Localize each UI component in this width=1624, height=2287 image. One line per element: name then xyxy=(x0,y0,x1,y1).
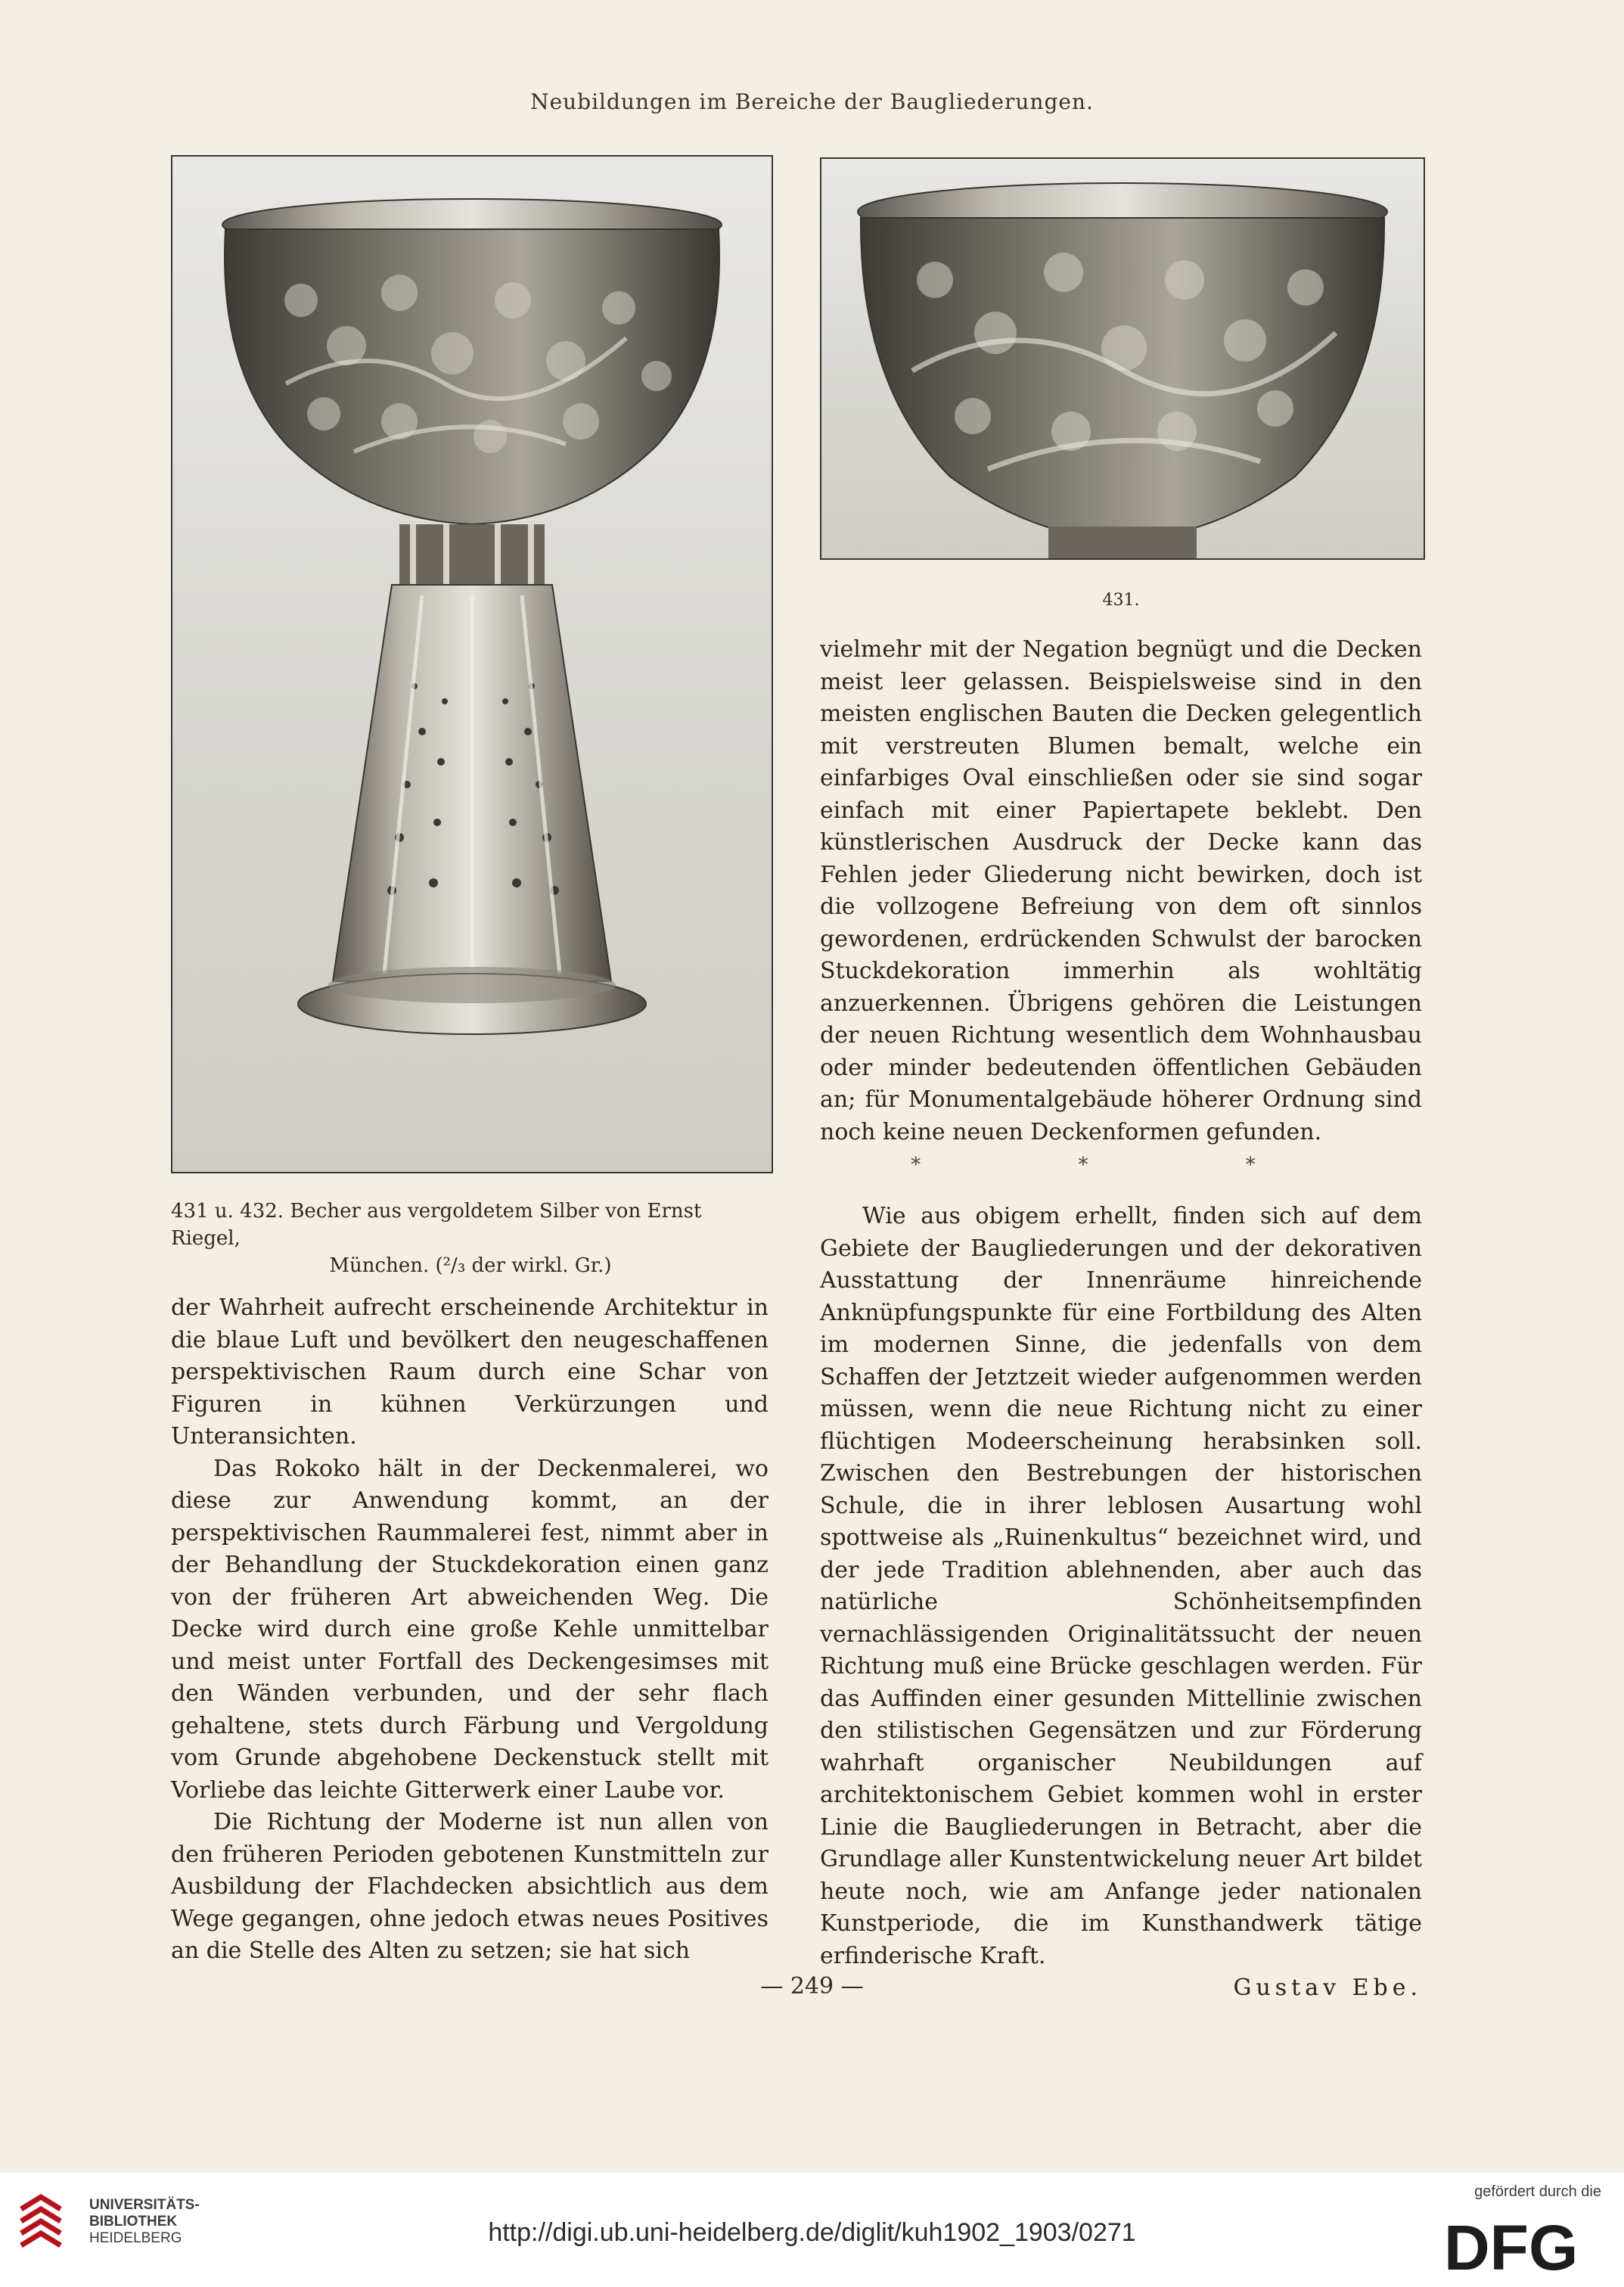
caption-line-1: 431 u. 432. Becher aus vergoldetem Silber von Ernst Riegel, xyxy=(171,1200,702,1250)
goblet-photo-detail xyxy=(820,157,1425,560)
caption-line-2: München. (²/₃ der wirkl. Gr.) xyxy=(329,1254,612,1277)
goblet-illustration xyxy=(172,157,772,1172)
running-head: Neubildungen im Bereiche der Baugliederungen. xyxy=(530,89,1094,114)
permalink-url[interactable]: http://digi.ub.uni-heidelberg.de/diglit/kuh1902_1903/0271 xyxy=(488,2218,1136,2247)
dfg-logo-text: DFG xyxy=(1444,2215,1579,2276)
library-name-line-1: UNIVERSITÄTS- xyxy=(89,2197,200,2213)
library-name-line-2: BIBLIOTHEK xyxy=(89,2214,178,2230)
library-name-line-3: HEIDELBERG xyxy=(89,2230,182,2246)
right-text-column-top xyxy=(820,634,1422,1148)
figure-caption-431-432 xyxy=(171,1198,770,1279)
funding-note: gefördert durch die xyxy=(1474,2183,1601,2200)
paragraph: Wie aus obigem erhellt, finden sich auf dem Gebiete der Baugliederungen und der dekorativen Ausstattung der Innenräume hinreichende Anknüpfungspunkte für eine Fortbildung des Alten im modernen Sinne, die jedenfalls von dem Schaffen der Jetztzeit wieder aufgenommen werden müssen, wenn die neue Richtung nicht zu einer flüchtigen Modeerscheinung herabsinken soll. Zwischen den Bestrebungen der historischen Schule, die in ihrer leblosen Ausartung wohl spottweise als „Ruinenkultus“ bezeichnet wird, und der jede Tradition ablehnenden, aber auch das natürliche Schönheitsempfinden vernachlässigenden Originalitätssucht der neuen Richtung muß eine Brücke geschlagen werden. Für das Auffinden einer gesunden Mittellinie zwischen den stilistischen Gegensätzen und zur Förderung wahrhaft organischer Neubildungen auf architektonischem Gebiet kommen wohl in erster Linie die Baugliederungen in Betracht, aber die Grundlage aller Kunstentwickelung neuer Art bildet heute noch, wie am Anfange jeder nationalen Kunstperiode, die im Kunsthandwerk tätige erfinderische Kraft. xyxy=(820,1203,1422,1969)
page-number: — 249 — xyxy=(760,1973,864,2000)
section-divider-asterisks: * * * xyxy=(911,1154,1331,1176)
paragraph: Die Richtung der Moderne ist nun allen von den früheren Perioden gebotenen Kunstmitteln zur Ausbildung der Flachdecken absichtlich aus dem Wege gegangen, ohne jedoch etwas neues Positives an die Stelle des Alten zu setzen; sie hat sich xyxy=(171,1809,769,1964)
paragraph: Das Rokoko hält in der Deckenmalerei, wo diese zur Anwendung kommt, an der perspektivischen Raummalerei fest, nimmt aber in der Behandlung der Stuckdekoration einen ganz von der früheren Art abweichenden Weg. Die Decke wird durch eine große Kehle unmittelbar und meist unter Fortfall des Deckengesimses mit den Wänden verbunden, und der sehr flach gehaltene, stets durch Färbung und Vergoldung vom Grunde abgehobene Deckenstuck stellt mit Vorliebe das leichte Gitterwerk einer Laube vor. xyxy=(171,1455,769,1804)
goblet-photo-full xyxy=(171,155,773,1173)
left-text-column xyxy=(171,1292,769,1968)
paragraph: vielmehr mit der Negation begnügt und die Decken meist leer gelassen. Beispielsweise sind in den meisten englischen Bauten die Decken gelegentlich mit verstreuten Blumen bemalt, welche ein einfarbiges Oval einschließen oder sie sind sogar einfach mit einer Papiertapete beklebt. Den künstlerischen Ausdruck der Decke kann das Fehlen jeder Gliederung nicht bewirken, doch ist die vollzogene Befreiung von dem oft sinnlos gewordenen, erdrückenden Schwulst der barocken Stuckdekoration immerhin als wohltätig anzuerkennen. Übrigens gehören die Leistungen der neuen Richtung wesentlich dem Wohnhausbau oder minder bedeutenden öffentlichen Gebäuden an; für Monumentalgebäude höherer Ordnung sind noch keine neuen Deckenformen gefunden. xyxy=(820,636,1422,1145)
paragraph: der Wahrheit aufrecht erscheinende Architektur in die blaue Luft und bevölkert den neugeschaffenen perspektivischen Raum durch eine Schar von Figuren in kühnen Verkürzungen und Unteransichten. xyxy=(171,1294,769,1450)
figure-caption-431: 431. xyxy=(1102,591,1140,610)
bowl-illustration xyxy=(821,159,1424,558)
digitization-footer xyxy=(0,2173,1624,2287)
author-signature: Gustav Ebe. xyxy=(1233,1975,1422,2001)
dfg-logo-icon xyxy=(1444,2215,1603,2276)
right-text-column-bottom xyxy=(820,1201,1422,2005)
